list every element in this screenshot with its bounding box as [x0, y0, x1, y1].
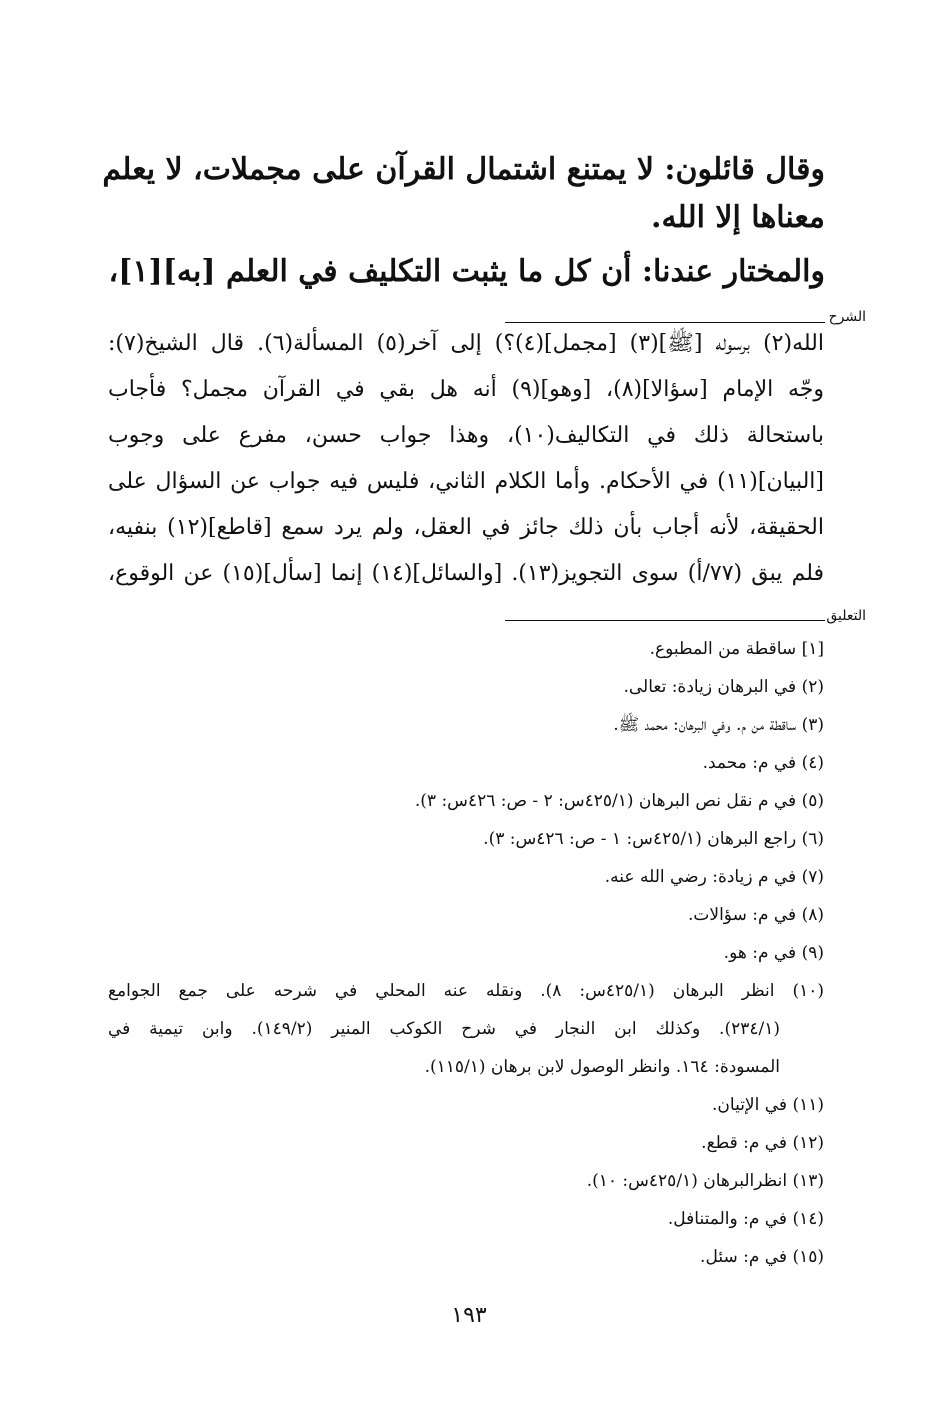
footnote-10-line-3: المسودة: ١٦٤. وانظر الوصول لابن برهان (١١٥/١). [424, 1057, 780, 1077]
taliq-rule [505, 620, 825, 621]
taliq-label: التعليق [826, 608, 866, 624]
main-text-line-2: معناها إلا الله. [651, 200, 825, 235]
footnote: (٨) في م: سؤالات. [687, 905, 824, 925]
footnote-10-line-1: (١٠) انظر البرهان (٤٢٥/١س: ٨). ونقله عنه المحلي في شرحه على جمع الجوامع [108, 981, 824, 1001]
sharh-line: [البيان](١١) في الأحكام. وأما الكلام الثاني، فليس فيه جواب عن السؤال على [108, 469, 824, 494]
footnote: (٧) في م زيادة: رضي الله عنه. [604, 867, 824, 887]
sharh-block [108, 321, 824, 597]
footnote: (١٢) في م: قطع. [701, 1133, 824, 1153]
footnote: (١١) في الإتيان. [712, 1095, 824, 1115]
sharh-line: باستحالة ذلك في التكاليف(١٠)، وهذا جواب حسن، مفرع على وجوب [108, 423, 824, 448]
sharh-label: الشرح [828, 309, 866, 325]
sharh-line: فلم يبق (٧٧/أ) سوى التجويز(١٣). [والسائل](١٤) إنما [سأل](١٥) عن الوقوع، [108, 561, 825, 586]
footnote: (١٥) في م: سئل. [700, 1247, 824, 1267]
main-text-line-1: وقال قائلون: لا يمتنع اشتمال القرآن على مجملات، لا يعلم [102, 152, 825, 187]
footnotes [108, 630, 824, 1276]
page-number: ١٩٣ [451, 1303, 487, 1328]
footnote: (١٣) انظرالبرهان (٤٢٥/١س: ١٠). [586, 1171, 824, 1191]
footnote-10-line-2: (٢٣٤/١). وكذلك ابن النجار في شرح الكوكب المنير (١٤٩/٢). وابن تيمية في [108, 1019, 780, 1039]
footnote: (٩) في م: هو. [723, 943, 824, 963]
sharh-line: الله(٢) برسوله [ﷺ](٣) [مجمل](٤)؟) إلى آخر(٥) المسألة(٦). قال الشيخ(٧): [108, 331, 824, 356]
footnote: (١٤) في م: والمتنافل. [667, 1209, 824, 1229]
footnote: (٥) في م نقل نص البرهان (٤٢٥/١س: ٢ - ص: ٤٢٦س: ٣). [414, 791, 824, 811]
footnote: (٢) في البرهان زيادة: تعالى. [623, 677, 824, 697]
footnote: (٣) ساقطة من م. وفي البرهان: محمد ﷺ. [613, 715, 824, 735]
main-text-line-3: والمختار عندنا: أن كل ما يثبت التكليف في العلم [به][١]، [108, 254, 825, 289]
sharh-line: الحقيقة، لأنه أجاب بأن ذلك جائز في العقل، ولم يرد سمع [قاطع](١٢) بنفيه، [108, 515, 824, 540]
footnote: (٤) في م: محمد. [702, 753, 824, 773]
sharh-line: وجّه الإمام [سؤالا](٨)، [وهو](٩) أنه هل بقي في القرآن مجمل؟ فأجاب [108, 377, 824, 402]
footnote: [١] ساقطة من المطبوع. [649, 639, 824, 659]
footnote: (٦) راجع البرهان (٤٢٥/١س: ١ - ص: ٤٢٦س: ٣). [483, 829, 824, 849]
